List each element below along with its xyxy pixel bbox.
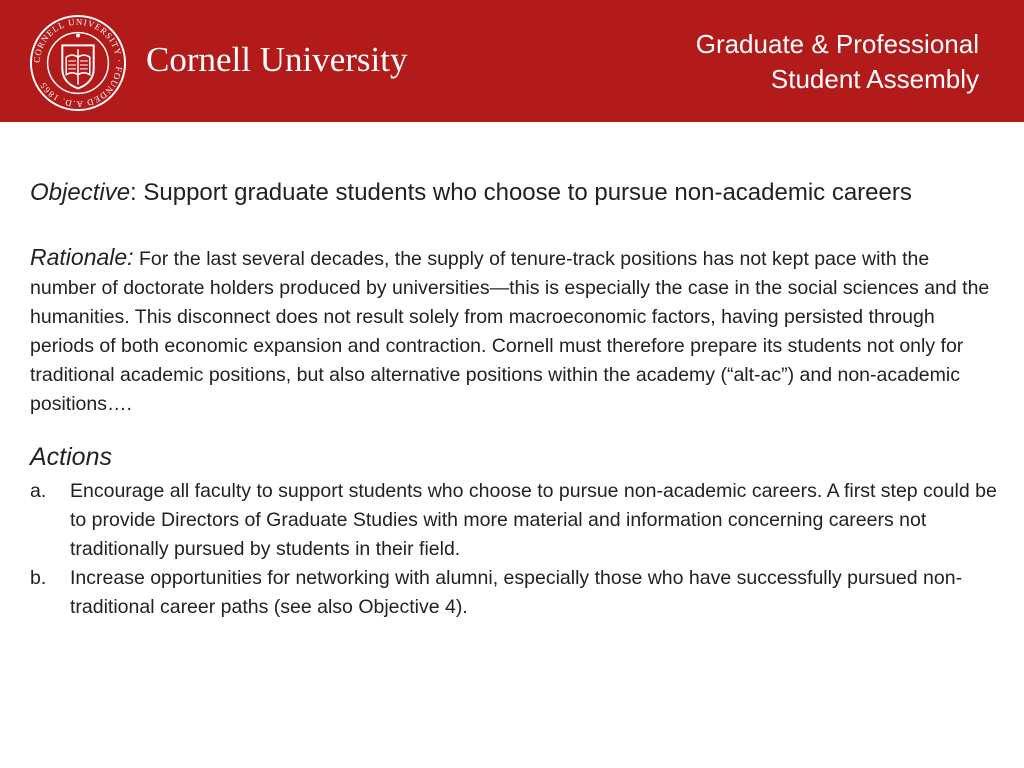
actions-heading: Actions <box>30 443 112 471</box>
cornell-wordmark: Cornell University <box>146 40 408 79</box>
header-banner <box>0 0 1024 122</box>
slide-content <box>30 175 1000 622</box>
assembly-title <box>696 27 979 97</box>
objective-paragraph <box>30 175 1000 210</box>
assembly-title-line-1: Graduate & Professional <box>695 29 979 59</box>
actions-list <box>30 477 1000 622</box>
rationale-label: Rationale: <box>30 244 134 270</box>
objective-text: : Support graduate students who choose to pursue non-academic careers <box>130 179 912 206</box>
assembly-title-line-2: Student Assembly <box>770 64 979 94</box>
objective-label: Objective <box>30 179 131 206</box>
list-marker: a. <box>30 480 47 502</box>
cornell-seal-icon <box>29 14 127 112</box>
svg-text:CORNELL UNIVERSITY · FOUNDED A: CORNELL UNIVERSITY · FOUNDED A.D. 1865 <box>31 16 125 110</box>
list-marker: b. <box>30 567 47 589</box>
rationale-text: For the last several decades, the supply of tenure-track positions has not kept pace with the number of doctorate holders produced by universities—this is especially the case in the social sciences and the humanities. This disconnect does not result solely from macroeconomic factors, having persisted through periods of both economic expansion and contraction. Cornell must therefore prepare its students not only for traditional academic positions, but also alternative positions within the academy (“alt-ac”) and non-academic positions…. <box>30 248 990 415</box>
rationale-paragraph <box>30 243 1000 419</box>
list-item-text: Encourage all faculty to support students who choose to pursue non-academic careers. A first step could be to provide Directors of Graduate Studies with more material and information concerning careers not traditionally pursued by students in their field. <box>70 480 997 560</box>
list-item <box>30 564 1000 622</box>
list-item-text: Increase opportunities for networking with alumni, especially those who have successfully pursued non-traditional career paths (see also Objective 4). <box>70 567 963 618</box>
list-item <box>30 477 1000 564</box>
